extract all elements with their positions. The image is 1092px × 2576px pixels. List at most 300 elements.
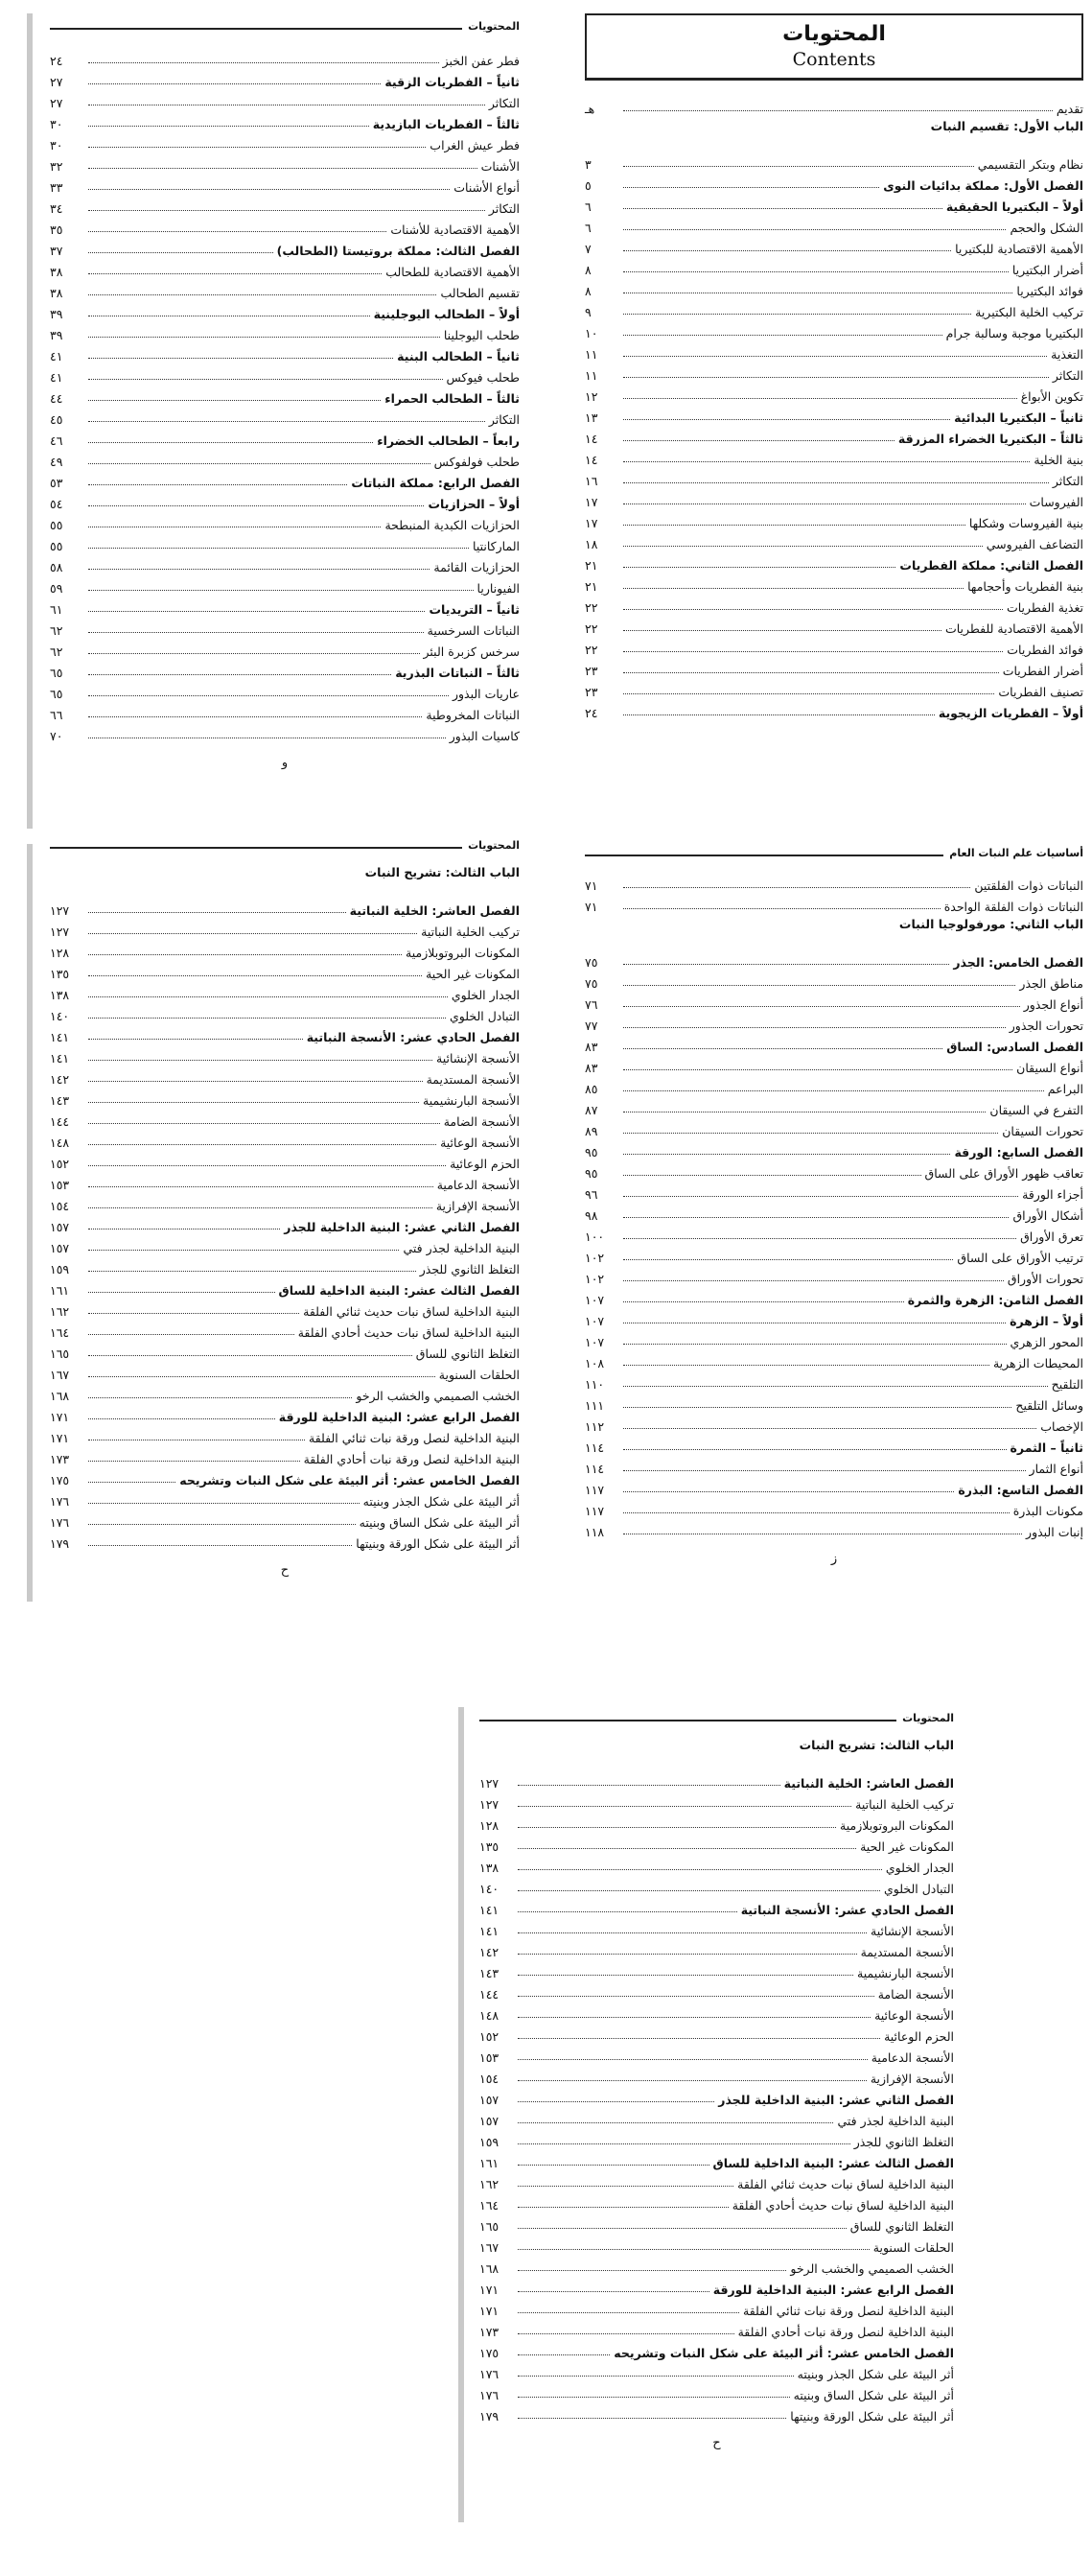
toc-entry[interactable] (50, 152, 520, 173)
toc-entry-title: أثر البيئة على شكل الساق وبنيته (793, 2387, 954, 2402)
dot-leader (518, 1826, 836, 1828)
toc-entry-title: الشكل والحجم (1010, 220, 1083, 235)
toc-entry[interactable] (479, 2317, 954, 2338)
toc-page-number: ٥ (585, 177, 592, 193)
toc-entry-title: أثر البيئة على شكل الجذر وبنيته (797, 2366, 954, 2381)
toc-chapter-entry[interactable] (50, 236, 520, 257)
toc-page-number: ١١٧ (585, 1482, 605, 1497)
toc-entry-title: المحور الزهري (1010, 1334, 1083, 1349)
toc-page-number: ٨٩ (585, 1123, 598, 1138)
running-header-label: المحتويات (468, 839, 520, 852)
dot-leader (623, 1279, 1004, 1281)
toc-page-number: ١٧٦ (479, 2366, 500, 2381)
toc-entry[interactable] (50, 959, 520, 980)
toc-entry[interactable] (479, 2190, 954, 2212)
toc-entry[interactable] (50, 278, 520, 299)
toc-entry-title: تعاقب ظهور الأوراق على الساق (924, 1165, 1083, 1181)
toc-entry[interactable] (50, 531, 520, 552)
toc-entry[interactable] (585, 572, 1083, 593)
toc-entry-title: فوائد الفطريات (1007, 642, 1083, 657)
dot-leader (88, 1185, 433, 1187)
toc-entry-title: تركيب الخلية النباتية (855, 1796, 954, 1812)
dot-leader (518, 2375, 794, 2377)
dot-leader (518, 2290, 709, 2292)
toc-entry-title: التغلظ الثانوي للجذر (853, 2134, 954, 2149)
toc-chapter-entry[interactable] (50, 67, 520, 88)
toc-list-page-3 (585, 871, 1083, 1538)
toc-entry[interactable] (50, 1360, 520, 1381)
toc-entry[interactable] (50, 1423, 520, 1444)
toc-entry[interactable] (50, 552, 520, 574)
toc-entry[interactable] (585, 94, 1083, 115)
toc-entry[interactable] (479, 2254, 954, 2275)
toc-entry[interactable] (585, 1222, 1083, 1243)
toc-page-number: ١١٨ (585, 1524, 605, 1539)
toc-entry[interactable] (585, 1391, 1083, 1412)
toc-chapter-entry[interactable] (585, 424, 1083, 445)
toc-entry[interactable] (585, 614, 1083, 635)
toc-entry[interactable] (585, 1053, 1083, 1074)
dot-leader (623, 418, 950, 420)
dot-leader (88, 1481, 175, 1483)
toc-entry[interactable] (585, 1348, 1083, 1370)
toc-entry[interactable] (585, 1454, 1083, 1475)
toc-entry[interactable] (585, 487, 1083, 508)
toc-chapter-entry[interactable] (50, 489, 520, 510)
running-header (479, 1711, 954, 1724)
toc-entry[interactable] (479, 2106, 954, 2127)
toc-entry[interactable] (479, 1853, 954, 1874)
dot-leader (518, 2143, 850, 2144)
toc-page-number: ٢٧ (50, 95, 63, 110)
toc-page-number: ١٣ (585, 410, 598, 425)
dot-leader (88, 1502, 360, 1504)
toc-entry[interactable] (50, 679, 520, 700)
dot-leader (88, 1396, 352, 1398)
toc-chapter-entry[interactable] (50, 1212, 520, 1233)
toc-entry[interactable] (50, 1191, 520, 1212)
toc-entry-title: الأشنات (480, 158, 520, 174)
toc-entry-title: الفصل الثالث عشر: البنية الداخلية للساق (278, 1282, 520, 1298)
dot-leader (88, 673, 391, 675)
toc-entry-title: التغلظ الثانوي للجذر (419, 1261, 520, 1276)
toc-entry[interactable] (585, 1011, 1083, 1032)
toc-entry[interactable] (479, 2127, 954, 2148)
toc-entry[interactable] (50, 980, 520, 1001)
toc-page-number: ١٥٣ (479, 2049, 500, 2065)
dot-leader (518, 2227, 847, 2229)
dot-leader (88, 504, 424, 506)
toc-entry[interactable] (50, 1001, 520, 1022)
contents-title-box (585, 13, 1083, 81)
toc-entry-title: تغذية الفطريات (1006, 599, 1083, 615)
toc-entry[interactable] (50, 1107, 520, 1128)
toc-entry[interactable] (50, 700, 520, 721)
toc-entry[interactable] (479, 1916, 954, 1937)
dot-leader (623, 1364, 989, 1366)
toc-entry[interactable] (50, 1128, 520, 1149)
toc-chapter-entry[interactable] (479, 2275, 954, 2296)
toc-entry-title: أولاً – الزهرة (1010, 1313, 1083, 1328)
toc-entry-title: بنية الفطريات وأحجامها (967, 578, 1083, 594)
toc-entry[interactable] (585, 1264, 1083, 1285)
dot-leader (518, 2417, 786, 2419)
toc-page-number: ٥٥ (50, 538, 63, 553)
toc-entry[interactable] (585, 1243, 1083, 1264)
toc-entry-title: النباتات المخروطية (426, 707, 520, 722)
toc-entry-title: الفصل الثالث عشر: البنية الداخلية للساق (712, 2155, 954, 2170)
toc-page-number: ١٧٥ (479, 2345, 500, 2360)
toc-chapter-entry[interactable] (585, 698, 1083, 719)
toc-entry-title: الفصل الثاني: مملكة الفطريات (899, 557, 1083, 573)
toc-page-number: ١٧ (585, 494, 598, 509)
toc-page-number: ٣٨ (50, 264, 63, 279)
toc-entry[interactable] (50, 574, 520, 595)
toc-entry[interactable] (479, 1979, 954, 2001)
toc-entry[interactable] (585, 1159, 1083, 1180)
toc-entry[interactable] (479, 1937, 954, 1958)
toc-chapter-entry[interactable] (50, 1402, 520, 1423)
toc-chapter-entry[interactable] (50, 109, 520, 130)
toc-entry[interactable] (585, 990, 1083, 1011)
toc-entry[interactable] (479, 1874, 954, 1895)
toc-entry[interactable] (479, 2296, 954, 2317)
toc-entry[interactable] (585, 656, 1083, 677)
toc-entry[interactable] (50, 88, 520, 109)
toc-entry[interactable] (50, 510, 520, 531)
toc-entry[interactable] (585, 1327, 1083, 1348)
dot-leader (88, 1312, 299, 1314)
toc-entry[interactable] (585, 1201, 1083, 1222)
toc-entry[interactable] (50, 173, 520, 194)
dot-leader (518, 2206, 729, 2208)
toc-entry-title: أشكال الأوراق (1012, 1207, 1083, 1223)
toc-entry[interactable] (50, 215, 520, 236)
toc-entry[interactable] (50, 1233, 520, 1254)
toc-entry[interactable] (585, 1517, 1083, 1538)
toc-page-number: ١٦٨ (479, 2260, 500, 2276)
toc-chapter-entry[interactable] (585, 1433, 1083, 1454)
toc-entry[interactable] (585, 1496, 1083, 1517)
toc-entry[interactable] (479, 1811, 954, 1832)
toc-entry[interactable] (50, 616, 520, 637)
toc-entry[interactable] (479, 2359, 954, 2380)
toc-entry[interactable] (50, 257, 520, 278)
toc-entry[interactable] (479, 2001, 954, 2022)
toc-page-number: ٩٥ (585, 1165, 598, 1181)
toc-entry[interactable] (585, 1180, 1083, 1201)
dot-leader (88, 272, 382, 274)
dot-leader (88, 315, 370, 316)
toc-entry-title: المكونات غير الحية (426, 966, 520, 981)
toc-chapter-entry[interactable] (585, 1306, 1083, 1327)
dot-leader (623, 1195, 1018, 1197)
toc-entry-title: الجدار الخلوي (885, 1860, 954, 1875)
dot-leader (623, 313, 971, 315)
toc-entry[interactable] (479, 2212, 954, 2233)
toc-entry[interactable] (50, 363, 520, 384)
toc-page-number: ١٠٧ (585, 1334, 605, 1349)
toc-entry[interactable] (479, 2043, 954, 2064)
toc-chapter-entry[interactable] (585, 1137, 1083, 1159)
dot-leader (88, 293, 436, 295)
toc-entry-title: الحلقات السنوية (438, 1367, 520, 1382)
toc-entry[interactable] (50, 637, 520, 658)
toc-page-number: ١٤٢ (50, 1071, 70, 1087)
toc-page-number: ٣٧ (50, 243, 63, 258)
toc-chapter-entry[interactable] (50, 384, 520, 405)
toc-entry[interactable] (585, 255, 1083, 276)
toc-entry-title: النباتات ذوات الفلقة الواحدة (943, 899, 1083, 914)
toc-page-number: ١٧١ (479, 2303, 500, 2318)
dot-leader (623, 503, 1026, 504)
toc-chapter-entry[interactable] (479, 2338, 954, 2359)
toc-entry-title: أنواع السيقان (1016, 1060, 1083, 1075)
dot-leader (518, 1932, 867, 1933)
toc-chapter-entry[interactable] (585, 171, 1083, 192)
toc-page-number: ١٧١ (479, 2282, 500, 2297)
dot-leader (88, 399, 381, 401)
toc-page-number: ٩ (585, 304, 592, 319)
toc-entry[interactable] (50, 46, 520, 67)
toc-entry[interactable] (585, 234, 1083, 255)
toc-entry[interactable] (585, 276, 1083, 297)
toc-page-number: ١٣٨ (479, 1860, 500, 1875)
toc-entry-title: الفصل الرابع: مملكة النباتات (351, 475, 520, 490)
toc-entry-title: أنواع الأشنات (453, 179, 520, 195)
toc-entry[interactable] (50, 447, 520, 468)
dot-leader (518, 2311, 739, 2313)
toc-entry[interactable] (585, 1074, 1083, 1095)
toc-list-page-5 (479, 1740, 954, 2423)
toc-entry[interactable] (50, 405, 520, 426)
dot-leader (623, 587, 964, 589)
toc-entry-title: الفيوناريا (476, 580, 520, 596)
toc-chapter-entry[interactable] (50, 896, 520, 917)
toc-entry[interactable] (50, 1529, 520, 1550)
toc-entry[interactable] (585, 297, 1083, 318)
toc-chapter-entry[interactable] (479, 1895, 954, 1916)
toc-entry[interactable] (50, 1508, 520, 1529)
toc-chapter-entry[interactable] (50, 1276, 520, 1297)
toc-entry[interactable] (50, 1065, 520, 1086)
toc-page-number: ١٦٥ (479, 2218, 500, 2234)
toc-entry[interactable] (585, 318, 1083, 340)
toc-entry[interactable] (50, 1381, 520, 1402)
toc-entry-title: الحزم الوعائية (884, 2028, 954, 2044)
toc-entry[interactable] (585, 213, 1083, 234)
toc-page-number: ١٦٤ (479, 2197, 500, 2213)
toc-entry[interactable] (585, 969, 1083, 990)
toc-entry[interactable] (50, 1170, 520, 1191)
toc-chapter-entry[interactable] (479, 2085, 954, 2106)
toc-chapter-entry[interactable] (585, 1032, 1083, 1053)
toc-page-number: ٣٣ (50, 179, 63, 195)
toc-chapter-entry[interactable] (50, 595, 520, 616)
toc-entry[interactable] (585, 1116, 1083, 1137)
toc-entry[interactable] (50, 1297, 520, 1318)
toc-entry-title: الخشب الصميمي والخشب الرخو (356, 1388, 520, 1403)
toc-entry-title: الفصل الثاني عشر: البنية الداخلية للجذر (718, 2092, 954, 2107)
toc-page-number: ٣٩ (50, 306, 63, 321)
toc-entry-title: أجزاء الورقة (1022, 1186, 1083, 1202)
toc-entry[interactable] (50, 1149, 520, 1170)
toc-entry[interactable] (50, 1254, 520, 1276)
toc-entry[interactable] (50, 320, 520, 341)
dot-leader (88, 1101, 419, 1103)
toc-entry-title: سرخس كزبرة البئر (423, 644, 520, 659)
toc-entry-title: ترتيب الأوراق على الساق (957, 1250, 1083, 1265)
running-header (585, 846, 1083, 859)
toc-entry[interactable] (585, 361, 1083, 382)
toc-chapter-entry[interactable] (585, 550, 1083, 572)
toc-chapter-entry[interactable] (50, 299, 520, 320)
contents-title-arabic: المحتويات (782, 22, 886, 46)
toc-entry[interactable] (479, 2022, 954, 2043)
toc-entry[interactable] (50, 721, 520, 742)
dot-leader (623, 1089, 1044, 1091)
toc-entry[interactable] (585, 871, 1083, 892)
toc-chapter-entry[interactable] (50, 468, 520, 489)
dot-leader (623, 1111, 986, 1112)
toc-entry-title: الأنسجة الضامة (443, 1113, 520, 1129)
toc-entry[interactable] (585, 529, 1083, 550)
toc-entry-title: الفصل الثاني عشر: البنية الداخلية للجذر (284, 1219, 520, 1234)
toc-page-number: ٢٧ (50, 74, 63, 89)
toc-chapter-entry[interactable] (479, 1768, 954, 1790)
toc-entry[interactable] (585, 593, 1083, 614)
toc-entry[interactable] (585, 892, 1083, 913)
toc-chapter-entry[interactable] (585, 948, 1083, 969)
toc-entry[interactable] (50, 194, 520, 215)
toc-page-number: ١٧١ (50, 1409, 70, 1424)
toc-entry[interactable] (479, 2380, 954, 2401)
dot-leader (518, 1784, 780, 1786)
toc-entry[interactable] (479, 2401, 954, 2423)
toc-entry[interactable] (50, 1043, 520, 1065)
toc-entry[interactable] (585, 677, 1083, 698)
toc-page-number: ٩٥ (585, 1144, 598, 1159)
toc-page-number: ١٧٣ (50, 1451, 70, 1466)
toc-page-number: ٧ (585, 241, 592, 256)
toc-chapter-entry[interactable] (585, 403, 1083, 424)
toc-entry[interactable] (50, 1086, 520, 1107)
contents-title-english: Contents (792, 48, 876, 70)
toc-entry-title: تقديم (1056, 101, 1083, 116)
toc-entry[interactable] (50, 130, 520, 152)
toc-entry-title: الفصل الرابع عشر: البنية الداخلية للورقة (278, 1409, 520, 1424)
dot-leader (88, 526, 381, 527)
toc-entry[interactable] (585, 382, 1083, 403)
dot-leader (88, 974, 422, 976)
dot-leader (623, 1343, 1007, 1345)
toc-entry-title: أضرار البكتيريا (1011, 262, 1083, 277)
toc-entry[interactable] (585, 508, 1083, 529)
toc-entry[interactable] (585, 1370, 1083, 1391)
toc-chapter-entry[interactable] (50, 658, 520, 679)
toc-entry[interactable] (50, 1444, 520, 1465)
toc-entry[interactable] (479, 1958, 954, 1979)
dot-leader (623, 292, 1012, 293)
toc-page-number: ١٤١ (50, 1029, 70, 1044)
toc-entry-title: الأهمية الاقتصادية للطحالب (385, 264, 520, 279)
toc-entry[interactable] (479, 1790, 954, 1811)
toc-entry[interactable] (479, 2169, 954, 2190)
toc-chapter-entry[interactable] (50, 341, 520, 363)
toc-page-number: ١٢٧ (479, 1796, 500, 1812)
toc-entry[interactable] (585, 466, 1083, 487)
toc-entry-title: تحورات السيقان (1002, 1123, 1083, 1138)
dot-leader (88, 1291, 275, 1293)
dot-leader (518, 2058, 868, 2060)
toc-page-number: ١٧١ (50, 1430, 70, 1445)
dot-leader (88, 911, 346, 913)
toc-entry[interactable] (585, 445, 1083, 466)
toc-entry[interactable] (50, 917, 520, 938)
toc-chapter-entry[interactable] (50, 1465, 520, 1487)
toc-chapter-entry[interactable] (50, 426, 520, 447)
toc-entry-title: الفصل الحادي عشر: الأنسجة النباتية (740, 1902, 954, 1917)
toc-entry[interactable] (585, 150, 1083, 171)
toc-chapter-entry[interactable] (585, 1285, 1083, 1306)
dot-leader (88, 336, 440, 338)
toc-chapter-entry[interactable] (585, 192, 1083, 213)
toc-entry-title: البنية الداخلية لنصل ورقة نبات ثنائي الفلقة (743, 2303, 954, 2318)
dot-leader (623, 1533, 1022, 1534)
toc-entry[interactable] (585, 1412, 1083, 1433)
toc-entry-title: طحلب اليوجلينا (443, 327, 520, 342)
toc-page-number: ١٦١ (479, 2155, 500, 2170)
dot-leader (88, 441, 373, 443)
dot-leader (88, 1122, 440, 1124)
toc-page-number: ٨٥ (585, 1081, 598, 1096)
toc-entry[interactable] (479, 2064, 954, 2085)
dot-leader (623, 1132, 998, 1134)
dot-leader (88, 357, 393, 359)
dot-leader (88, 610, 425, 612)
toc-entry[interactable] (50, 1487, 520, 1508)
dot-leader (88, 1059, 432, 1061)
toc-entry[interactable] (479, 1832, 954, 1853)
toc-entry-title: أضرار الفطريات (1002, 663, 1083, 678)
toc-page-number: ٣٥ (50, 222, 63, 237)
toc-chapter-entry[interactable] (479, 2148, 954, 2169)
toc-entry[interactable] (50, 1339, 520, 1360)
toc-page-number: ١٥٣ (50, 1177, 70, 1192)
toc-page-number: ١٤٤ (50, 1113, 70, 1129)
toc-entry-title: ثانياً – الفطريات الزقية (384, 74, 520, 89)
toc-entry[interactable] (585, 340, 1083, 361)
toc-entry[interactable] (585, 635, 1083, 656)
toc-entry-title: بنية الخلية (1034, 452, 1083, 467)
toc-page-number: ١١ (585, 346, 598, 362)
toc-page-number: ١٤٨ (50, 1135, 70, 1150)
toc-page-number: ٣٩ (50, 327, 63, 342)
toc-entry[interactable] (585, 1095, 1083, 1116)
toc-page-number: ١٦ (585, 473, 598, 488)
toc-chapter-entry[interactable] (585, 1475, 1083, 1496)
toc-page-number: ٨ (585, 262, 592, 277)
toc-chapter-entry[interactable] (50, 1022, 520, 1043)
toc-entry[interactable] (50, 938, 520, 959)
toc-entry-title: الأنسجة الضامة (877, 1986, 954, 2002)
toc-entry[interactable] (479, 2233, 954, 2254)
dot-leader (88, 61, 439, 63)
dot-leader (518, 1889, 880, 1891)
dot-leader (88, 483, 347, 485)
toc-entry[interactable] (50, 1318, 520, 1339)
toc-entry-title: الحزازيات القائمة (433, 559, 520, 574)
